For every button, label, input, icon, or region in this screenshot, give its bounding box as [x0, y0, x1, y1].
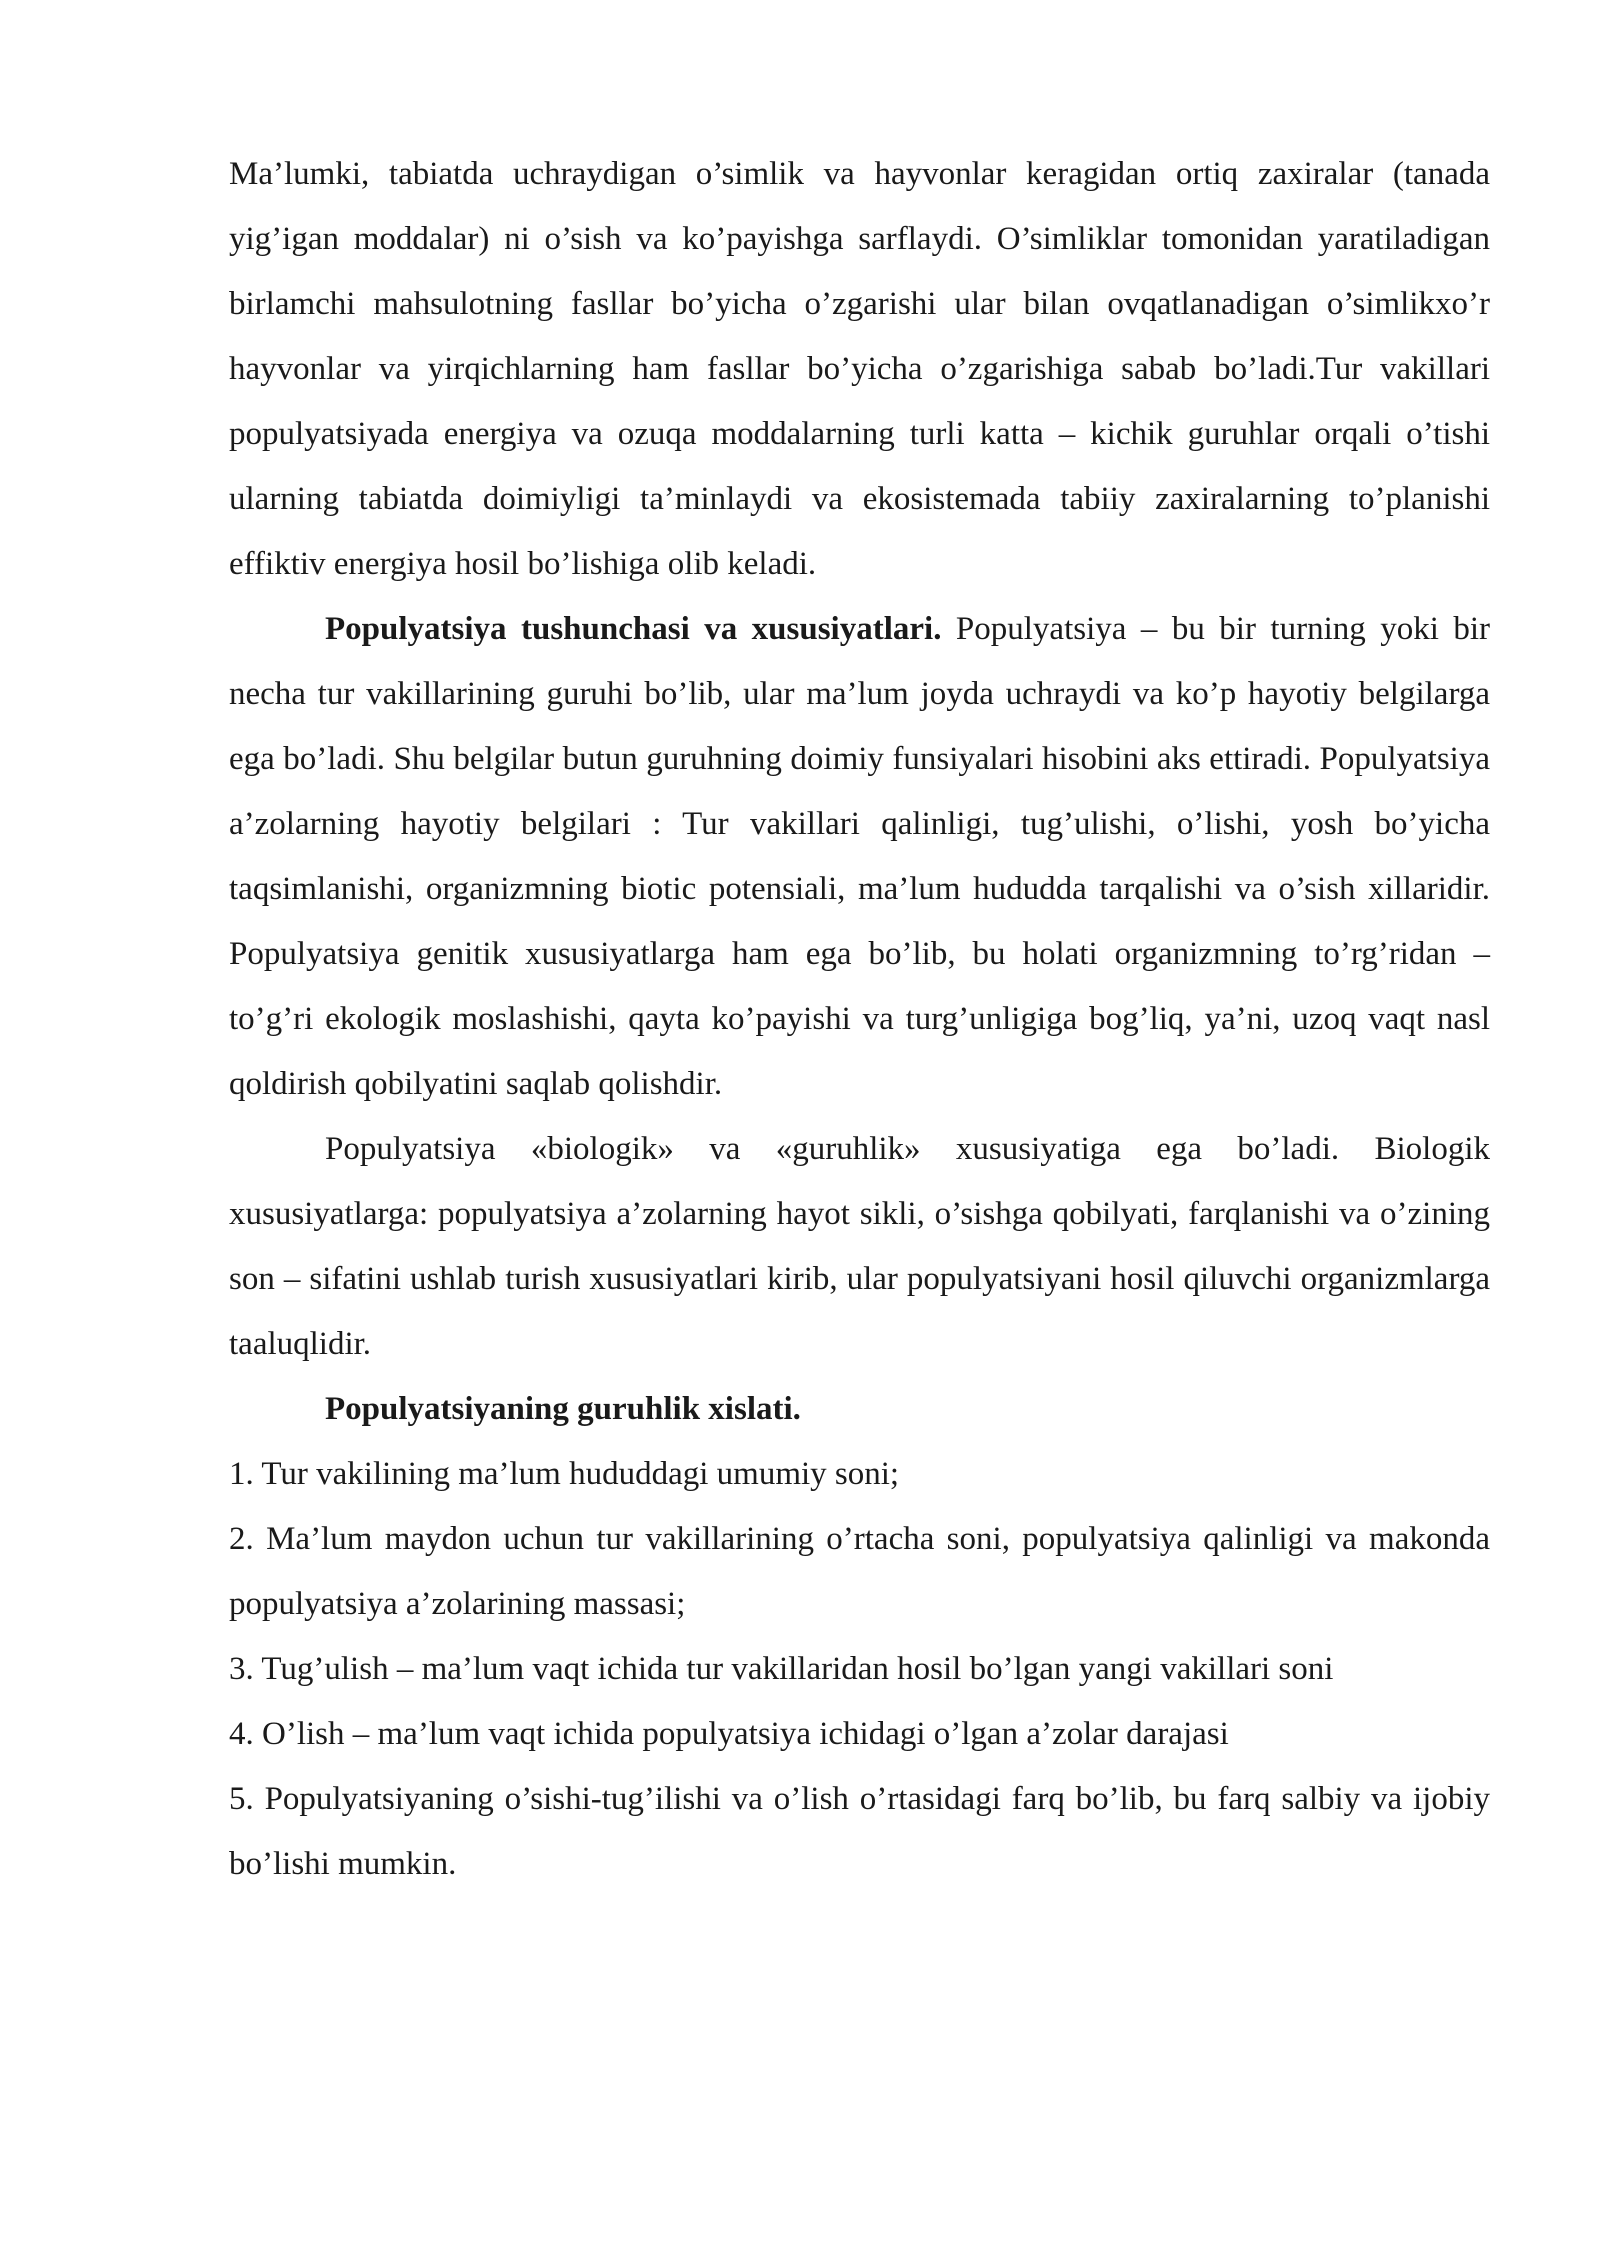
paragraph-intro: Ma’lumki, tabiatda uchraydigan o’simlik va hayvonlar keragidan ortiq zaxiralar (tanada yig’igan moddalar) ni o’sish va ko’payishga sarflaydi. O’simliklar tomonidan yaratiladigan birlamchi mahsulotning fasllar bo’yicha o’zgarishi ular bilan ovqatlanadigan o’simlikxo’r hayvonlar va yirqichlarning ham fasllar bo’yicha o’zgarishiga sabab bo’ladi.Tur vakillari populyatsiyada energiya va ozuqa moddalarning turli katta – kichik guruhlar orqali o’tishi ularning tabiatda doimiyligi ta’minlaydi va ekosistemada tabiiy zaxiralarning to’planishi effiktiv energiya hosil bo’lishiga olib keladi. [229, 156, 1490, 582]
list-item-3: 3. Tug’ulish – ma’lum vaqt ichida tur vakillaridan hosil bo’lgan yangi vakillari soni [229, 1651, 1334, 1687]
section-heading-group-traits: Populyatsiyaning guruhlik xislati. [325, 1391, 801, 1427]
list-item-2: 2. Ma’lum maydon uchun tur vakillarining o’rtacha soni, populyatsiya qalinligi va makonda populyatsiya a’zolarining massasi; [229, 1521, 1490, 1622]
list-item-1: 1. Tur vakilining ma’lum hududdagi umumiy soni; [229, 1456, 900, 1492]
paragraph-biological-properties: Populyatsiya «biologik» va «guruhlik» xususiyatiga ega bo’ladi. Biologik xususiyatlarga: populyatsiya a’zolarning hayot sikli, o’sishga qobilyati, farqlanishi va o’zining son – sifatini ushlab turish xususiyatlari kirib, ular populyatsiyani hosil qiluvchi organizmlarga taaluqlidir. [229, 1131, 1490, 1362]
section-heading-population-concept: Populyatsiya tushunchasi va xususiyatlari. [325, 611, 942, 647]
paragraph-population-concept-text: Populyatsiya – bu bir turning yoki bir necha tur vakillarining guruhi bo’lib, ular ma’lum joyda uchraydi va ko’p hayotiy belgilarga ega bo’ladi. Shu belgilar butun guruhning doimiy funsiyalari hisobini aks ettiradi. Populyatsiya a’zolarning hayotiy belgilari : Tur vakillari qalinligi, tug’ulishi, o’lishi, yosh bo’yicha taqsimlanishi, organizmning biotic potensiali, ma’lum hududda tarqalishi va o’sish xillaridir. Populyatsiya genitik xususiyatlarga ham ega bo’lib, bu holati organizmning to’rg’ridan – to’g’ri ekologik moslashishi, qayta ko’payishi va turg’unligiga bog’liq, ya’ni, uzoq vaqt nasl qoldirish qobilyatini saqlab qolishdir. [229, 611, 1490, 1102]
list-item-5: 5. Populyatsiyaning o’sishi-tug’ilishi va o’lish o’rtasidagi farq bo’lib, bu farq salbiy va ijobiy bo’lishi mumkin. [229, 1781, 1490, 1882]
list-item-4: 4. O’lish – ma’lum vaqt ichida populyatsiya ichidagi o’lgan a’zolar darajasi [229, 1716, 1229, 1752]
document-page [229, 142, 1490, 1897]
paragraph-population-concept [229, 597, 1490, 1117]
